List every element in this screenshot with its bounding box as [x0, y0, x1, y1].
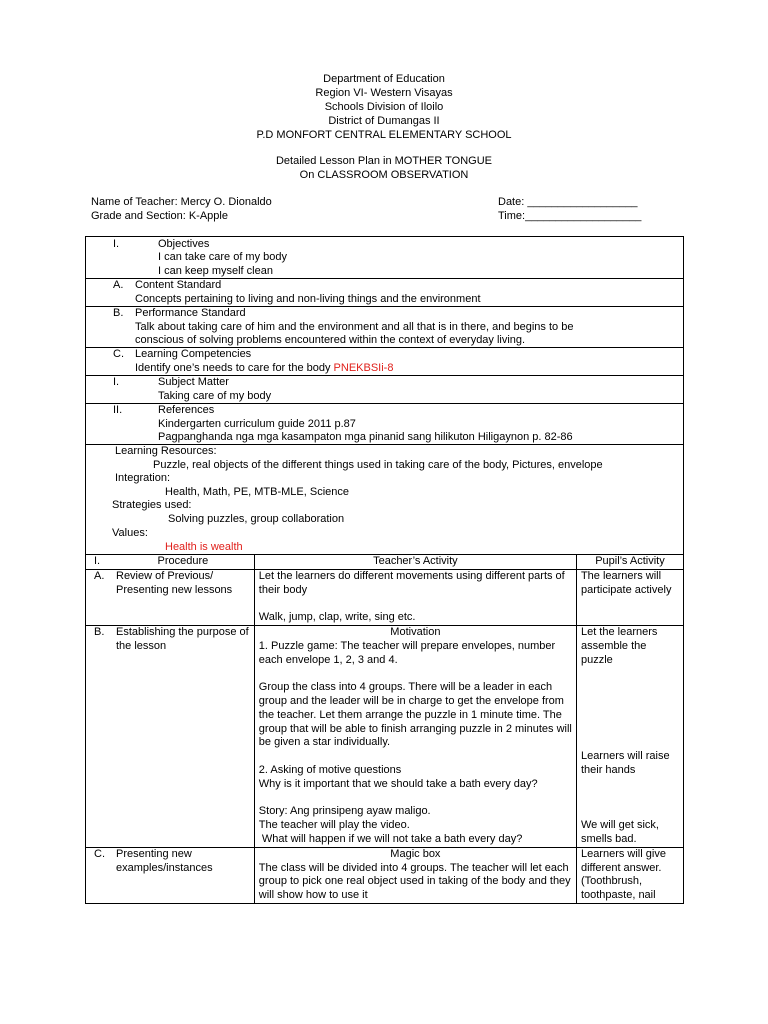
table-row	[86, 569, 684, 625]
competency-code: PNEKBSIi-8	[333, 362, 394, 374]
lesson-sections-box	[85, 236, 684, 554]
teacher-activity-text: Walk, jump, clap, write, sing etc.	[258, 611, 416, 624]
grade-section: Grade and Section: K-Apple	[91, 210, 228, 222]
competencies-text	[135, 362, 393, 376]
performance-standard-text: Talk about taking care of him and the environment and all that is in there, and begins to be	[135, 321, 574, 333]
integration-text: Health, Math, PE, MTB-MLE, Science	[165, 486, 350, 498]
competencies-label: Learning Competencies	[135, 348, 252, 360]
pupil-activity-text: Learners will raise their hands	[580, 750, 670, 776]
pupil-activity-text: Let the learners assemble the puzzle	[580, 625, 658, 666]
teacher-activity-cell	[254, 625, 576, 847]
values-label: Values:	[112, 527, 148, 539]
subject-matter-text: Taking care of my body	[158, 390, 272, 402]
teacher-activity-cell	[254, 847, 576, 903]
date-field: Date: __________________	[498, 196, 638, 208]
objective-item: I can take care of my body	[158, 251, 288, 263]
table-row	[86, 847, 684, 903]
document-header	[0, 72, 768, 142]
title-line-2: On CLASSROOM OBSERVATION	[299, 169, 469, 181]
pupil-activity-text: We will get sick, smells bad.	[580, 819, 659, 845]
reference-item: Kindergarten curriculum guide 2011 p.87	[158, 418, 356, 430]
performance-standard-text: conscious of solving problems encountered within the context of everyday living.	[135, 334, 526, 346]
header-line-division: Schools Division of Iloilo	[324, 101, 444, 113]
integration-label: Integration:	[115, 472, 171, 484]
teacher-activity-text: Group the class into 4 groups. There will be a leader in each group and the leader will be in charge to get the envelope from the teacher. Let them arrange the puzzle in 1 minute time. The group that will be able to finish arranging puzzle in 2 minutes will be given a star individually.	[258, 681, 572, 749]
teacher-activity-text: Let the learners do different movements using different parts of their body	[258, 569, 565, 596]
teacher-activity-text: Why is it important that we should take a bath every day?	[258, 777, 538, 790]
time-field: Time:___________________	[498, 210, 642, 222]
header-line-department: Department of Education	[323, 73, 445, 85]
objectives-number: I.	[113, 238, 120, 250]
strategies-label: Strategies used:	[112, 499, 192, 511]
header-line-district: District of Dumangas II	[328, 115, 440, 127]
competencies-statement: Identify one’s needs to care for the body	[135, 362, 334, 374]
pupil-activity-cell: The learners will participate actively	[576, 569, 683, 625]
procedure-label: Review of Previous/ Presenting new lessons	[116, 569, 233, 596]
references-label: References	[158, 404, 215, 416]
performance-standard-number: B.	[113, 307, 124, 319]
subject-matter-number: I.	[113, 376, 120, 388]
procedure-table	[85, 554, 684, 904]
strategies-text: Solving puzzles, group collaboration	[168, 513, 345, 525]
subject-matter-label: Subject Matter	[158, 376, 229, 388]
row-number: C.	[94, 847, 105, 860]
activity-heading: Motivation	[390, 625, 441, 638]
procedure-cell	[86, 625, 255, 847]
pupil-activity-cell	[576, 625, 683, 847]
activity-heading: Magic box	[390, 847, 441, 860]
teacher-activity-text: The teacher will play the video.	[258, 819, 410, 832]
procedure-label: Presenting new examples/instances	[116, 847, 213, 874]
pupil-activity-cell: Learners will give different answer. (Toothbrush, toothpaste, nail	[576, 847, 683, 903]
content-standard-number: A.	[113, 279, 124, 291]
pupil-activity-header: Pupil’s Activity	[576, 555, 683, 570]
procedure-cell	[86, 847, 255, 903]
procedure-number: I.	[94, 555, 101, 567]
content-standard-label: Content Standard	[135, 279, 222, 291]
teacher-activity-text: Story: Ang prinsipeng ayaw maligo.	[258, 805, 431, 818]
objective-item: I can keep myself clean	[158, 265, 273, 277]
procedure-label: Establishing the purpose of the lesson	[116, 625, 249, 652]
table-row	[86, 625, 684, 847]
teacher-activity-text: The class will be divided into 4 groups. The teacher will let each group to pick one real object used in taking of the body and they will show how to use it	[258, 861, 571, 902]
procedure-header-row	[86, 555, 684, 570]
content-standard-text: Concepts pertaining to living and non-living things and the environment	[135, 293, 481, 305]
teacher-activity-text: What will happen if we will not take a bath every day?	[258, 832, 523, 845]
document-title	[0, 154, 768, 182]
reference-item: Pagpanghanda nga mga kasampaton mga pinanid sang hilikuton Hiligaynon p. 82-86	[158, 431, 573, 443]
values-text: Health is wealth	[165, 541, 243, 553]
learning-resources-text: Puzzle, real objects of the different things used in taking care of the body, Pictures, envelope	[153, 459, 603, 471]
teacher-name: Name of Teacher: Mercy O. Dionaldo	[91, 196, 272, 208]
teacher-activity-cell	[254, 569, 576, 625]
teacher-activity-text: 2. Asking of motive questions	[258, 763, 402, 776]
performance-standard-label: Performance Standard	[135, 307, 246, 319]
procedure-header-cell	[86, 555, 255, 570]
row-number: B.	[94, 625, 105, 638]
header-line-school: P.D MONFORT CENTRAL ELEMENTARY SCHOOL	[256, 129, 512, 141]
references-number: II.	[113, 404, 123, 416]
header-line-region: Region VI- Western Visayas	[315, 87, 453, 99]
row-number: A.	[94, 569, 105, 582]
objectives-label: Objectives	[158, 238, 210, 250]
procedure-cell	[86, 569, 255, 625]
teacher-activity-text: 1. Puzzle game: The teacher will prepare envelopes, number each envelope 1, 2, 3 and 4.	[258, 639, 556, 666]
title-line-1: Detailed Lesson Plan in MOTHER TONGUE	[275, 155, 492, 167]
procedure-header: Procedure	[157, 555, 209, 567]
learning-resources-label: Learning Resources:	[115, 445, 217, 457]
competencies-number: C.	[113, 348, 124, 360]
teacher-activity-header: Teacher’s Activity	[254, 555, 576, 570]
